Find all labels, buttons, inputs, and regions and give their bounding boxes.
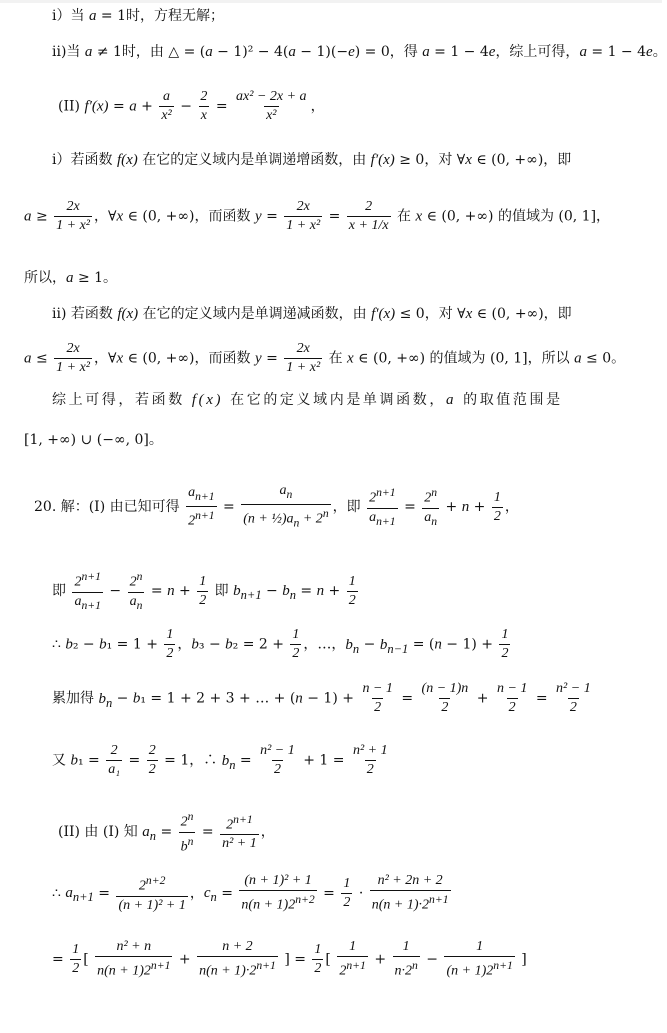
recurrence-bn: 即 $\frac{2^{n+1}}{a_{n+1}}$ − $\frac{2^n}{a_n}$ = n + $\frac{1}{2}$ 即 $b_{n+1} - b_n = n$ + $\frac{1}{2}$ — [52, 568, 360, 614]
decreasing-condition: ii) 若函数 f(x) 在它的定义域内是单调递减函数，由 f′(x) ≤ 0，对 ∀x ∈ (0, +∞)，即 — [52, 306, 572, 322]
differences-list: ∴ b₂ − b₁ = 1 + $\frac{1}{2}$ ，b₃ − b₂ = 2 + $\frac{1}{2}$ ，…，$b_n - b_{n-1} = (n - 1)$ + $\frac{1}{2}$ — [52, 627, 509, 661]
bn-formula: 又 b₁ = $\frac{2}{\text{a₁}}$ = $\frac{2}{2}$ = 1，∴ $b_n$ = $\frac{\text{n² − 1}}{2}$ + 1 = $\frac{\text{n² + 1}}{2}$ — [52, 743, 388, 777]
problem-20-part-i: 20. 解：(I) 由已知可得 $\frac{a_{n+1}}{2^{n+1}}$ = $\frac{a_n}{(n + \frac{1}{2})a_n + 2^n}$ ，即 $\frac{2^{n+1}}{a_{n+1}}$ = $\frac{2^n}{a_n}$ + n + $\frac{1}{2}$ ， — [34, 482, 519, 532]
case-ii-discriminant: ii)当 a ≠ 1时，由 △ = (a − 1)² − 4(a − 1)(−e) = 0，得 a = 1 − 4e，综上可得，a = 1 − 4e。 — [52, 44, 667, 60]
decreasing-range: a ≤ $\frac{2x}{\text{1 + x²}}$ ，∀x ∈ (0, +∞)，而函数 y = $\frac{2x}{\text{1 + x²}}$ 在 x ∈ (0, +∞) 的值域为 (0, 1]，所以 a ≤ 0。 — [24, 341, 626, 375]
summary-answer: [1, +∞) ∪ (−∞, 0]。 — [24, 432, 163, 448]
cn-decomposition: = $\frac{1}{2}$ [ $\frac{\text{n² + n}}{n(n + 1)2^{n+1}}$ + $\frac{n + 2}{n(n + 1)\cdot 2^{n+1}}$ ] = $\frac{1}{2}$ [ $\frac{1}{2^{n+1}}$ + $\frac{1}{n\cdot 2^n}$ − $\frac{1}{(n + 1)2^{n+1}}$ ] — [52, 939, 527, 979]
summation-result: 累加得 $b_n - b_1 = 1 + 2 + 3$ + … + (n − 1) + $\frac{n - 1}{2}$ = $\frac{(n - 1)n}{2}$ + $\frac{n - 1}{2}$ = $\frac{\text{n² − 1}}{2}$ — [52, 681, 591, 715]
part-ii-derivative: (II) f′(x) = a + $\frac{a}{\text{x²}}$ − $\frac{2}{x}$ = $\frac{\text{ax² − 2x + a}}{\text{x²}}$ ， — [58, 89, 325, 123]
cn-formula: ∴ $a_{n+1}$ = $\frac{2^{n+2}}{\text{(n + 1)² + 1}}$ ，$c_n$ = $\frac{\text{(n + 1)² + 1}}{n(n + 1)2^{n+2}}$ = $\frac{1}{2}$ · $\frac{\text{n² + 2n + 2}}{n(n + 1)\cdot 2^{n+1}}$ — [52, 873, 449, 913]
part-ii-an: (II) 由 (I) 知 $a_n$ = $\frac{2^n}{b^n}$ = $\frac{2^{n+1}}{\text{n² + 1}}$ ， — [58, 810, 275, 855]
summary-statement: 综上可得，若函数 f(x) 在它的定义域内是单调函数，a 的取值范围是 — [52, 392, 563, 408]
top-border — [0, 0, 662, 3]
case-i-no-solution: i）当 a = 1时，方程无解； — [52, 8, 224, 24]
increasing-condition: i）若函数 f(x) 在它的定义域内是单调递增函数，由 f′(x) ≥ 0，对 ∀x ∈ (0, +∞)，即 — [52, 152, 572, 168]
increasing-range: a ≥ $\frac{2x}{\text{1 + x²}}$ ，∀x ∈ (0, +∞)，而函数 y = $\frac{2x}{\text{1 + x²}}$ = $\frac{2}{x + 1/x}$ 在 x ∈ (0, +∞) 的值域为 (0, 1]， — [24, 199, 611, 233]
increasing-conclusion: 所以，a ≥ 1。 — [24, 270, 118, 286]
